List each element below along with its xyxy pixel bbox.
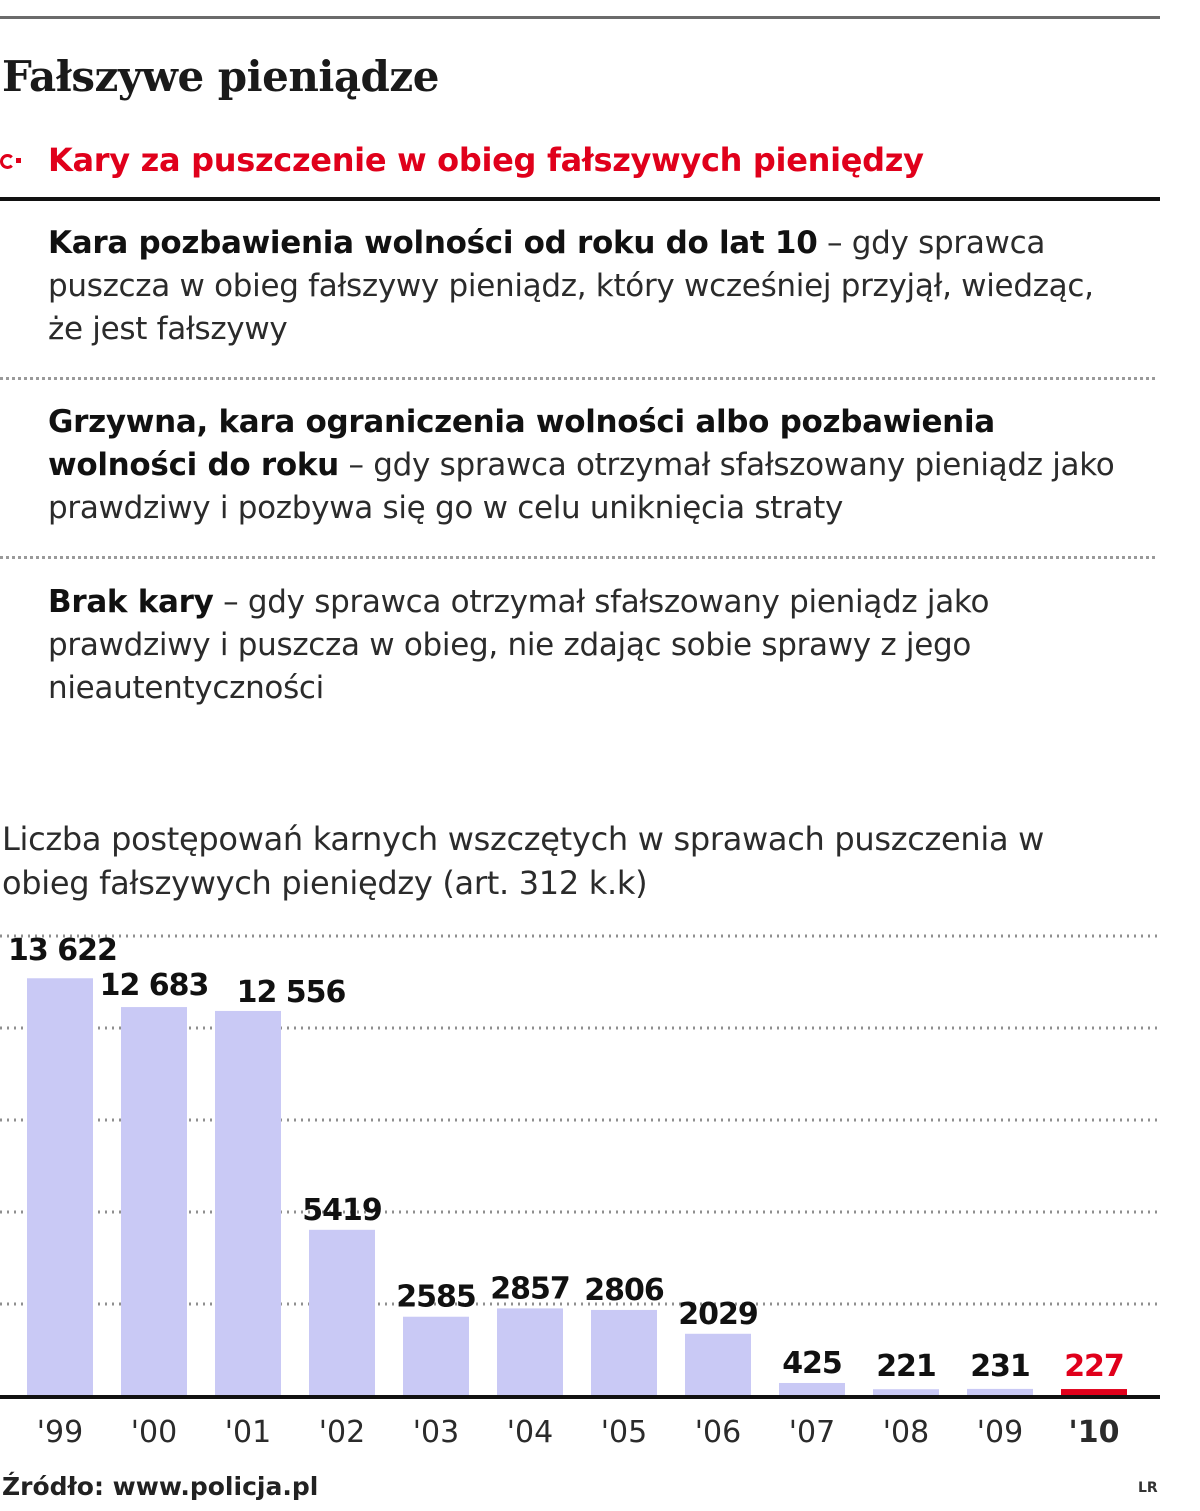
tick-label-07: '07	[788, 1415, 836, 1450]
subtitle-row	[0, 140, 924, 180]
tick-label-06: '06	[694, 1415, 742, 1450]
penalty-item-1	[48, 222, 1133, 351]
value-label-04: 2857	[490, 1271, 570, 1307]
tick-label-02: '02	[318, 1415, 366, 1450]
penalty-item-2	[48, 401, 1133, 530]
value-label-99: 13 622	[8, 933, 117, 968]
value-label-03: 2585	[396, 1279, 476, 1315]
section-subtitle: Kary za puszczenie w obieg fałszywych pieniędzy	[48, 141, 924, 179]
tick-label-01: '01	[224, 1415, 272, 1450]
penalty-2-name: Grzywna, kara ograniczenia wolności albo pozbawienia wolności do roku	[48, 404, 995, 483]
bar-01	[215, 1011, 281, 1396]
divider-1	[0, 377, 1155, 380]
penalty-3-description: – gdy sprawca otrzymał sfałszowany pieniądz jako prawdziwy i puszcza w obieg, nie zdając sobie sprawy z jego nieautentyczności	[48, 584, 990, 706]
value-label-10: 227	[1064, 1349, 1124, 1384]
author-initials: LR	[1138, 1480, 1158, 1496]
value-label-07: 425	[782, 1345, 842, 1381]
tick-label-08: '08	[882, 1415, 930, 1450]
bar-07	[779, 1383, 845, 1396]
bar-08	[873, 1389, 939, 1396]
bar-04	[497, 1308, 563, 1396]
divider-2	[0, 556, 1155, 559]
bar-chart	[0, 900, 1170, 1460]
value-label-08: 221	[876, 1349, 936, 1384]
tick-label-03: '03	[412, 1415, 460, 1450]
penalty-1-description: – gdy sprawca puszcza w obieg fałszywy pieniądz, który wcześniej przyjął, wiedząc, że jest fałszywy	[48, 225, 1094, 347]
bar-10	[1061, 1389, 1127, 1396]
value-label-09: 231	[970, 1349, 1030, 1384]
bar-05	[591, 1310, 657, 1396]
bar-00	[121, 1007, 187, 1396]
tick-label-10: '10	[1068, 1415, 1120, 1450]
value-label-01: 12 556	[236, 975, 346, 1010]
bar-99	[27, 978, 93, 1396]
penalty-3-name: Brak kary	[48, 584, 214, 620]
page-title: Fałszywe pieniądze	[2, 52, 439, 101]
penalty-1-name: Kara pozbawienia wolności od roku do lat 10	[48, 225, 818, 261]
source-note: Źródło: www.policja.pl	[2, 1472, 319, 1501]
value-label-06: 2029	[678, 1296, 758, 1332]
subtitle-rule	[0, 197, 1160, 201]
tick-label-05: '05	[600, 1415, 648, 1450]
bar-06	[685, 1334, 751, 1396]
tick-label-09: '09	[976, 1415, 1024, 1450]
penalty-2-description: – gdy sprawca otrzymał sfałszowany pieniądz jako prawdziwy i pozbywa się go w celu uniknięcia straty	[48, 447, 1115, 526]
tick-label-04: '04	[506, 1415, 554, 1450]
bar-02	[309, 1230, 375, 1396]
value-label-05: 2806	[584, 1272, 664, 1308]
top-rule	[0, 16, 1160, 19]
penalty-item-3	[48, 581, 1133, 710]
tick-label-00: '00	[130, 1415, 178, 1450]
bar-03	[403, 1317, 469, 1396]
value-label-02: 5419	[302, 1192, 382, 1228]
chart-title: Liczba postępowań karnych wszczętych w sprawach puszczenia w obieg fałszywych pieniędzy (art. 312 k.k)	[2, 820, 1045, 902]
bar-09	[967, 1389, 1033, 1396]
tick-label-99: '99	[36, 1415, 84, 1450]
value-label-00: 12 683	[99, 968, 209, 1003]
section-marker-icon	[0, 140, 26, 180]
